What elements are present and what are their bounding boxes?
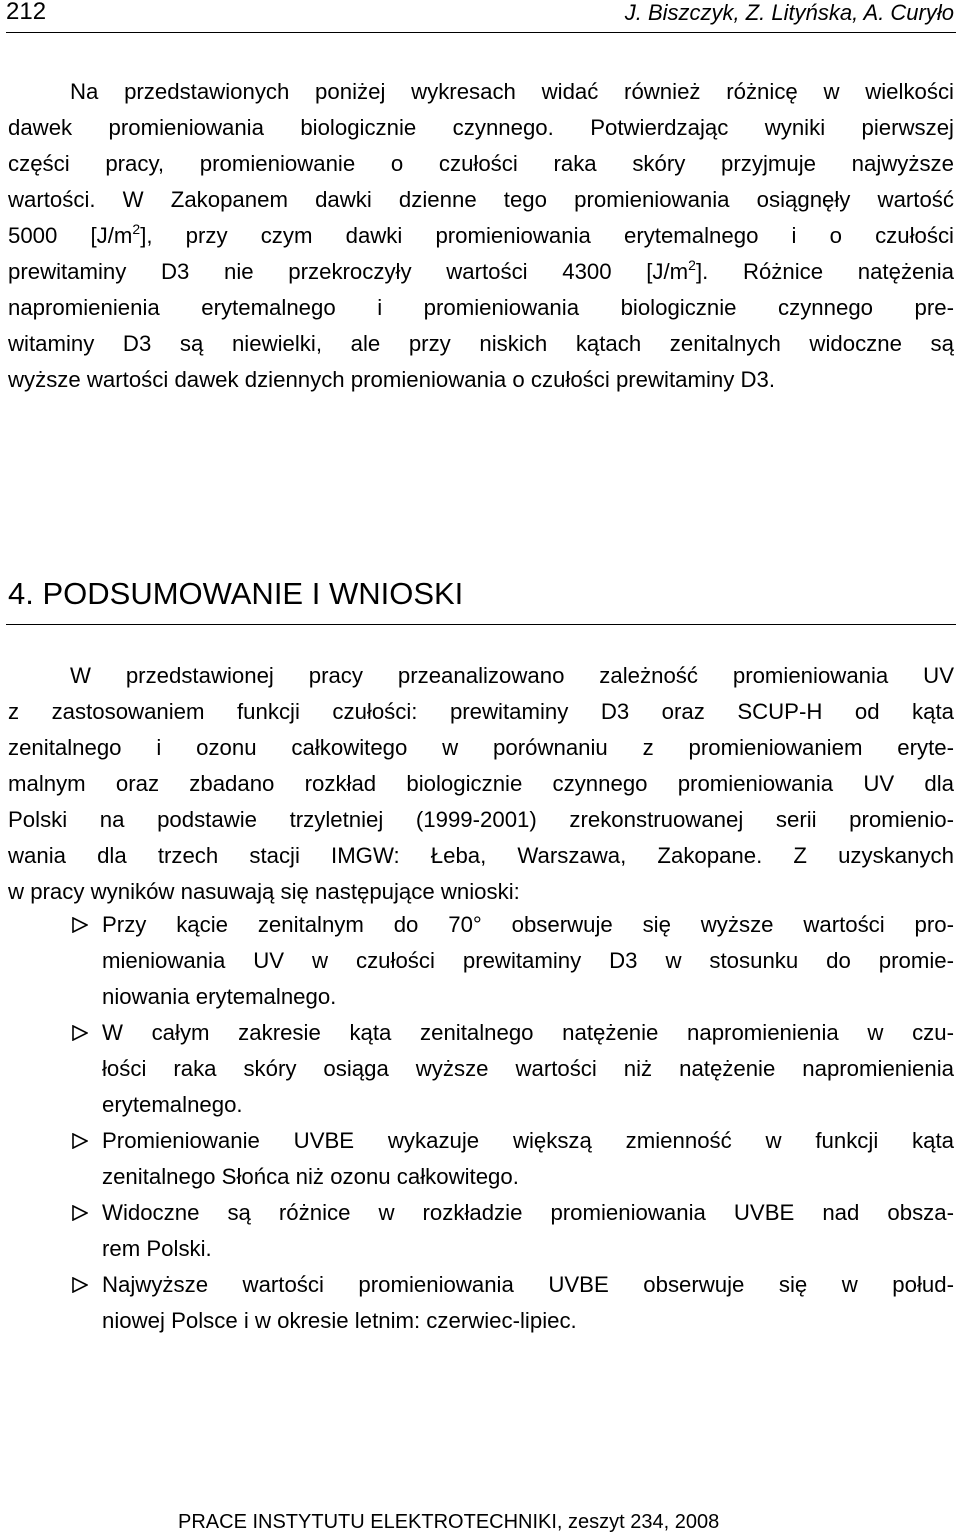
conclusions-list xyxy=(8,907,954,1339)
heading-underline xyxy=(6,624,956,625)
running-header-authors: J. Biszczyk, Z. Lityńska, A. Curyło xyxy=(624,0,954,25)
page-number: 212 xyxy=(6,0,47,25)
arrowhead-bullet-icon xyxy=(72,1015,94,1051)
text-line: malnym oraz zbadano rozkład biologicznie czynnego promieniowania UV dla xyxy=(8,771,954,796)
text-line: w pracy wyników nasuwają się następujące wnioski: xyxy=(8,879,520,904)
text-line: Polski na podstawie trzyletniej (1999-2001) zrekonstruowanej serii promienio- xyxy=(8,807,954,832)
text-line: Najwyższe wartości promieniowania UVBE obserwuje się w połud- xyxy=(102,1272,954,1297)
text-line: zenitalnego Słońca niż ozonu całkowitego. xyxy=(102,1164,519,1189)
text-line: niowania erytemalnego. xyxy=(102,984,337,1009)
conclusion-item xyxy=(8,1015,954,1123)
text-line: zenitalnego i ozonu całkowitego w porównaniu z promieniowaniem eryte- xyxy=(8,735,954,760)
text-line: dawek promieniowania biologicznie czynnego. Potwierdzając wyniki pierwszej xyxy=(8,115,954,140)
text-line: Na przedstawionych poniżej wykresach widać również różnicę w wielkości xyxy=(70,79,954,104)
text-line: wania dla trzech stacji IMGW: Łeba, Warszawa, Zakopane. Z uzyskanych xyxy=(8,843,954,868)
superscript: 2 xyxy=(688,257,696,273)
running-header xyxy=(6,0,956,33)
text-line: W przedstawionej pracy przeanalizowano zależność promieniowania UV xyxy=(70,663,954,688)
text-line: rem Polski. xyxy=(102,1236,212,1261)
conclusion-item xyxy=(8,907,954,1015)
text-segment: ]. Różnice natężenia xyxy=(695,259,954,284)
text-line: witaminy D3 są niewielki, ale przy niskich kątach zenitalnych widoczne są xyxy=(8,331,954,356)
text-segment: ], przy czym dawki promieniowania erytemalnego i o czułości xyxy=(140,223,954,248)
text-line: Widoczne są różnice w rozkładzie promieniowania UVBE nad obsza- xyxy=(102,1200,954,1225)
arrowhead-bullet-icon xyxy=(72,1195,94,1231)
text-segment: 5000 [J/m xyxy=(8,223,133,248)
conclusion-item xyxy=(8,1195,954,1267)
text-line: niowej Polsce i w okresie letnim: czerwiec-lipiec. xyxy=(102,1308,577,1333)
text-line xyxy=(8,254,954,290)
text-line: Przy kącie zenitalnym do 70° obserwuje się wyższe wartości pro- xyxy=(102,912,954,937)
text-line: z zastosowaniem funkcji czułości: prewitaminy D3 oraz SCUP-H od kąta xyxy=(8,699,954,724)
conclusion-item xyxy=(8,1267,954,1339)
paragraph-dawki-biologiczne xyxy=(8,74,954,398)
paragraph-summary xyxy=(8,658,954,910)
text-line: mieniowania UV w czułości prewitaminy D3 w stosunku do promie- xyxy=(102,948,954,973)
text-line: wyższe wartości dawek dziennych promieniowania o czułości prewitaminy D3. xyxy=(8,367,776,392)
running-footer: PRACE INSTYTUTU ELEKTROTECHNIKI, zeszyt 234, 2008 xyxy=(178,1511,720,1533)
arrowhead-bullet-icon xyxy=(72,1123,94,1159)
arrowhead-bullet-icon xyxy=(72,1267,94,1303)
text-line: Promieniowanie UVBE wykazuje większą zmienność w funkcji kąta xyxy=(102,1128,954,1153)
arrowhead-bullet-icon xyxy=(72,907,94,943)
superscript: 2 xyxy=(132,221,141,237)
text-line: części pracy, promieniowanie o czułości raka skóry przyjmuje najwyższe xyxy=(8,151,954,176)
section-heading: 4. PODSUMOWANIE I WNIOSKI xyxy=(8,576,464,611)
text-line: W całym zakresie kąta zenitalnego natężenie napromienienia w czu- xyxy=(102,1020,954,1045)
text-line: erytemalnego. xyxy=(102,1092,243,1117)
text-line xyxy=(8,218,954,254)
text-line: łości raka skóry osiąga wyższe wartości niż natężenie napromienienia xyxy=(102,1056,954,1081)
text-line: wartości. W Zakopanem dawki dzienne tego promieniowania osiągnęły wartość xyxy=(8,187,954,212)
text-segment: prewitaminy D3 nie przekroczyły wartości 4300 [J/m xyxy=(8,259,689,284)
conclusion-item xyxy=(8,1123,954,1195)
text-line: napromienienia erytemalnego i promieniowania biologicznie czynnego pre- xyxy=(8,295,954,320)
